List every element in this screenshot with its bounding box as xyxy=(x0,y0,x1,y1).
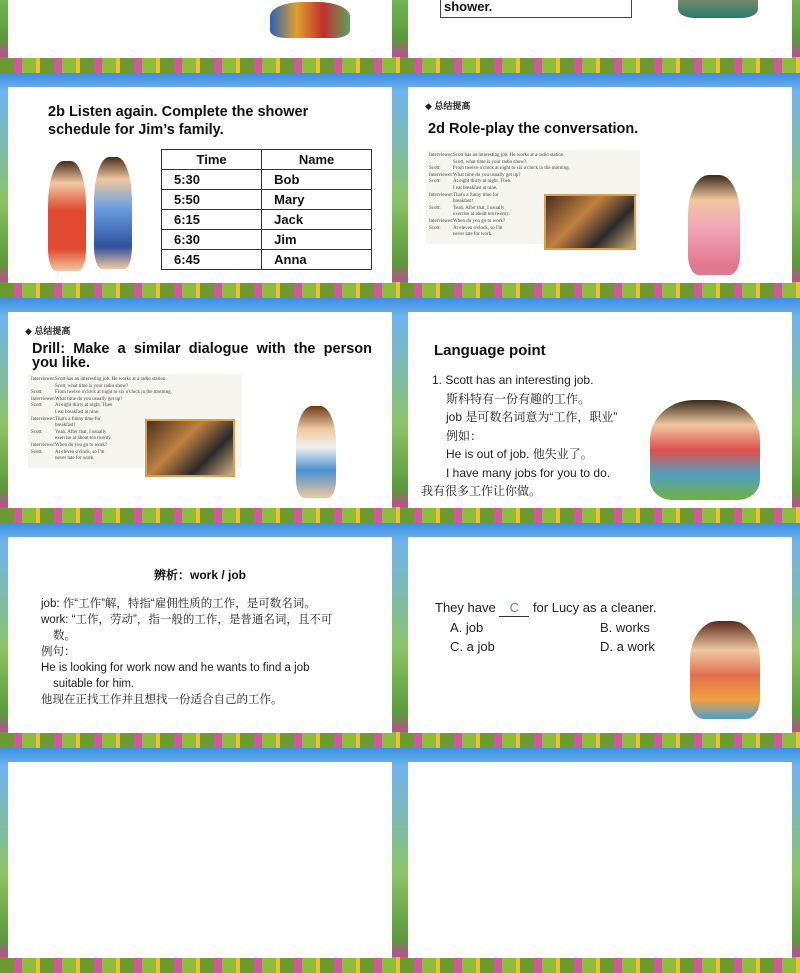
slide-title: 2d Role-play the conversation. xyxy=(428,121,639,137)
quiz-question: They have C for Lucy as a cleaner. xyxy=(435,600,657,615)
slide-2d[interactable] xyxy=(400,73,800,298)
section-tag: ◆ 总结提高 xyxy=(25,326,71,336)
answer-box xyxy=(440,0,632,18)
dialogue-line: Scott, what time is your radio show? xyxy=(453,159,527,165)
table-row: 6:45 Anna xyxy=(162,250,372,270)
mother-illustration xyxy=(678,0,758,18)
slide-panel xyxy=(8,0,392,58)
dialogue-line: breakfast! xyxy=(453,199,473,205)
dialogue-line: Interviewer: What time do you usually get up? xyxy=(31,396,123,402)
girl-illustration xyxy=(48,161,86,271)
header-time: Time xyxy=(162,150,262,170)
dialogue-line: Interviewer: Scott has an interesting job. He works at a radio station. xyxy=(429,153,565,158)
dialogue-line: Interviewer: When do you go to work? xyxy=(31,442,108,448)
slide-language-point[interactable] xyxy=(400,298,800,523)
dialogue-line: Scott, what time is your radio show? xyxy=(55,383,129,389)
dialogue-line: Scott: At eight thirty at night. Then xyxy=(31,403,113,409)
girl-with-book-illustration xyxy=(296,406,336,498)
table-row: 6:30 Jim xyxy=(162,230,372,250)
dialogue-line: Scott: At eleven o'clock, so I'm xyxy=(31,449,105,455)
dialogue-line: never late for work. xyxy=(453,232,493,238)
slide-partial-left[interactable] xyxy=(0,0,400,73)
slide-title: 2b Listen again. Complete the shower schedule for Jim’s family. xyxy=(48,104,309,138)
family-illustration xyxy=(270,2,350,38)
boy-illustration xyxy=(94,157,132,269)
dialogue-line: Interviewer: When do you go to work? xyxy=(429,218,506,224)
dialogue-line: Interviewer: What time do you usually get up? xyxy=(429,172,521,178)
dialogue-line: Scott: From twelve o'clock at night to six o'clock in the morning. xyxy=(31,390,172,396)
option-a[interactable]: A. job xyxy=(450,620,484,635)
dialogue-line: exercise at about ten twenty. xyxy=(453,212,510,218)
slide-2b[interactable] xyxy=(0,73,400,298)
table-row: 5:30 Bob xyxy=(162,170,372,190)
section-tag: ◆ 总结提高 xyxy=(425,101,471,111)
option-d[interactable]: D. a work xyxy=(600,639,655,654)
dialogue-line: I eat breakfast at nine. xyxy=(55,409,100,415)
dialogue-line: Scott: At eleven o'clock, so I'm xyxy=(429,225,503,231)
header-name: Name xyxy=(262,150,372,170)
dialogue-line: breakfast! xyxy=(55,423,75,429)
slide-partial-bottom-left[interactable] xyxy=(0,748,400,973)
table-row: 5:50 Mary xyxy=(162,190,372,210)
option-b[interactable]: B. works xyxy=(600,620,650,635)
teacher-illustration xyxy=(688,175,740,275)
dialogue-line: Scott: At eight thirty at night. Then xyxy=(429,179,511,185)
slide-quiz[interactable] xyxy=(400,523,800,748)
dialogue-line: never late for work. xyxy=(55,456,95,462)
family-reading-illustration xyxy=(650,400,760,500)
radio-station-photo xyxy=(145,419,235,477)
slide-partial-right[interactable] xyxy=(400,0,800,73)
dialogue-line: Interviewer: That's a funny time for xyxy=(31,416,101,422)
box-text: shower. xyxy=(444,0,493,14)
girl-reading-illustration xyxy=(690,621,760,719)
dialogue-line: Interviewer: That's a funny time for xyxy=(429,192,499,198)
dialogue-line: Scott: Yeah. After that, I usually xyxy=(429,205,505,211)
shower-schedule-table xyxy=(161,149,372,270)
slide-analysis[interactable] xyxy=(0,523,400,748)
option-c[interactable]: C. a job xyxy=(450,639,495,654)
table-row: 6:15 Jack xyxy=(162,210,372,230)
dialogue-line: Scott: From twelve o'clock at night to six o'clock in the morning. xyxy=(429,166,570,172)
slide-title: Language point xyxy=(434,342,546,359)
dialogue-line: Interviewer: Scott has an interesting job. He works at a radio station. xyxy=(31,377,167,382)
analysis-text: job: 作“工作”解，特指“雇佣性质的工作，是可数名词。 work: “工作，劳动”，指一般的工作，是普通名词，且不可 数。 例句： He is looking for work now and he wants to find a job suitable for him. 他现在正找工作并且想找一份适合自己的工作。 xyxy=(41,598,333,706)
dialogue-line: I eat breakfast at nine. xyxy=(453,185,498,191)
dialogue-line: Scott: Yeah. After that, I usually xyxy=(31,429,107,435)
quiz-answer: C xyxy=(499,599,529,617)
language-point-text: 1. Scott has an interesting job. 斯科特有一份有趣的工作。 job 是可数名词意为“工作，职业” 例如： He is out of job. 他失业了。 I have many jobs for you to do. 我有很多工作让你做。 xyxy=(421,373,618,498)
slide-title: 辨析：work / job xyxy=(153,568,246,582)
slide-drill[interactable] xyxy=(0,298,400,523)
slide-partial-bottom-right[interactable] xyxy=(400,748,800,973)
slide-title: Drill: Make a similar dialogue with the person you like. xyxy=(32,341,372,371)
radio-station-photo xyxy=(544,194,636,250)
dialogue-line: exercise at about ten twenty. xyxy=(55,436,112,442)
